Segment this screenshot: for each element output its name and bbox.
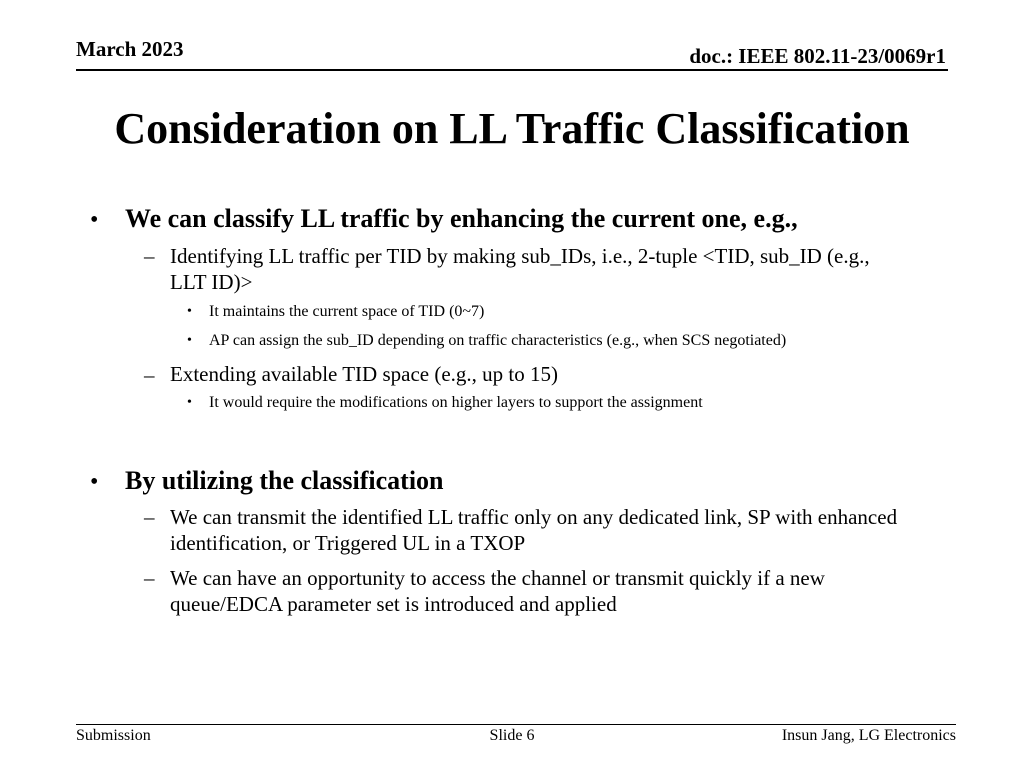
header-doc-id: doc.: IEEE 802.11-23/0069r1 — [689, 44, 946, 68]
bullet-1-1-2-text: AP can assign the sub_ID depending on traffic characteristics (e.g., when SCS negotiated) — [209, 332, 787, 349]
bullet-dot-icon: • — [187, 333, 192, 348]
header-date: March 2023 — [76, 37, 184, 61]
dash-icon: – — [144, 566, 155, 590]
bullet-1-1-text: Identifying LL traffic per TID by making sub_IDs, i.e., 2-tuple <TID, sub_ID (e.g., LLT ID)> — [170, 244, 870, 294]
footer-divider — [76, 724, 956, 725]
footer-submission: Submission — [76, 727, 151, 744]
slide-title: Consideration on LL Traffic Classification — [114, 104, 910, 153]
bullet-1-text: We can classify LL traffic by enhancing the current one, e.g., — [125, 204, 798, 233]
bullet-1-2-text: Extending available TID space (e.g., up to 15) — [170, 362, 558, 386]
bullet-dot-icon: • — [90, 207, 99, 233]
footer-author: Insun Jang, LG Electronics — [781, 727, 956, 744]
bullet-dot-icon: • — [187, 395, 192, 410]
bullet-1-1-1-text: It maintains the current space of TID (0~7) — [209, 303, 485, 320]
header-divider — [76, 69, 948, 71]
footer-slide-number: Slide 6 — [489, 727, 535, 744]
bullet-dot-icon: • — [187, 304, 192, 319]
bullet-1-2-1-text: It would require the modifications on higher layers to support the assignment — [209, 394, 703, 411]
dash-icon: – — [144, 363, 155, 387]
bullet-2-2-text: We can have an opportunity to access the channel or transmit quickly if a new queue/EDCA parameter set is introduced and applied — [170, 566, 825, 616]
dash-icon: – — [144, 244, 155, 268]
bullet-2-text: By utilizing the classification — [125, 466, 444, 495]
bullet-2-1-text: We can transmit the identified LL traffic only on any dedicated link, SP with enhanced identification, or Triggered UL in a TXOP — [170, 505, 898, 555]
dash-icon: – — [144, 505, 155, 529]
bullet-dot-icon: • — [90, 469, 99, 495]
